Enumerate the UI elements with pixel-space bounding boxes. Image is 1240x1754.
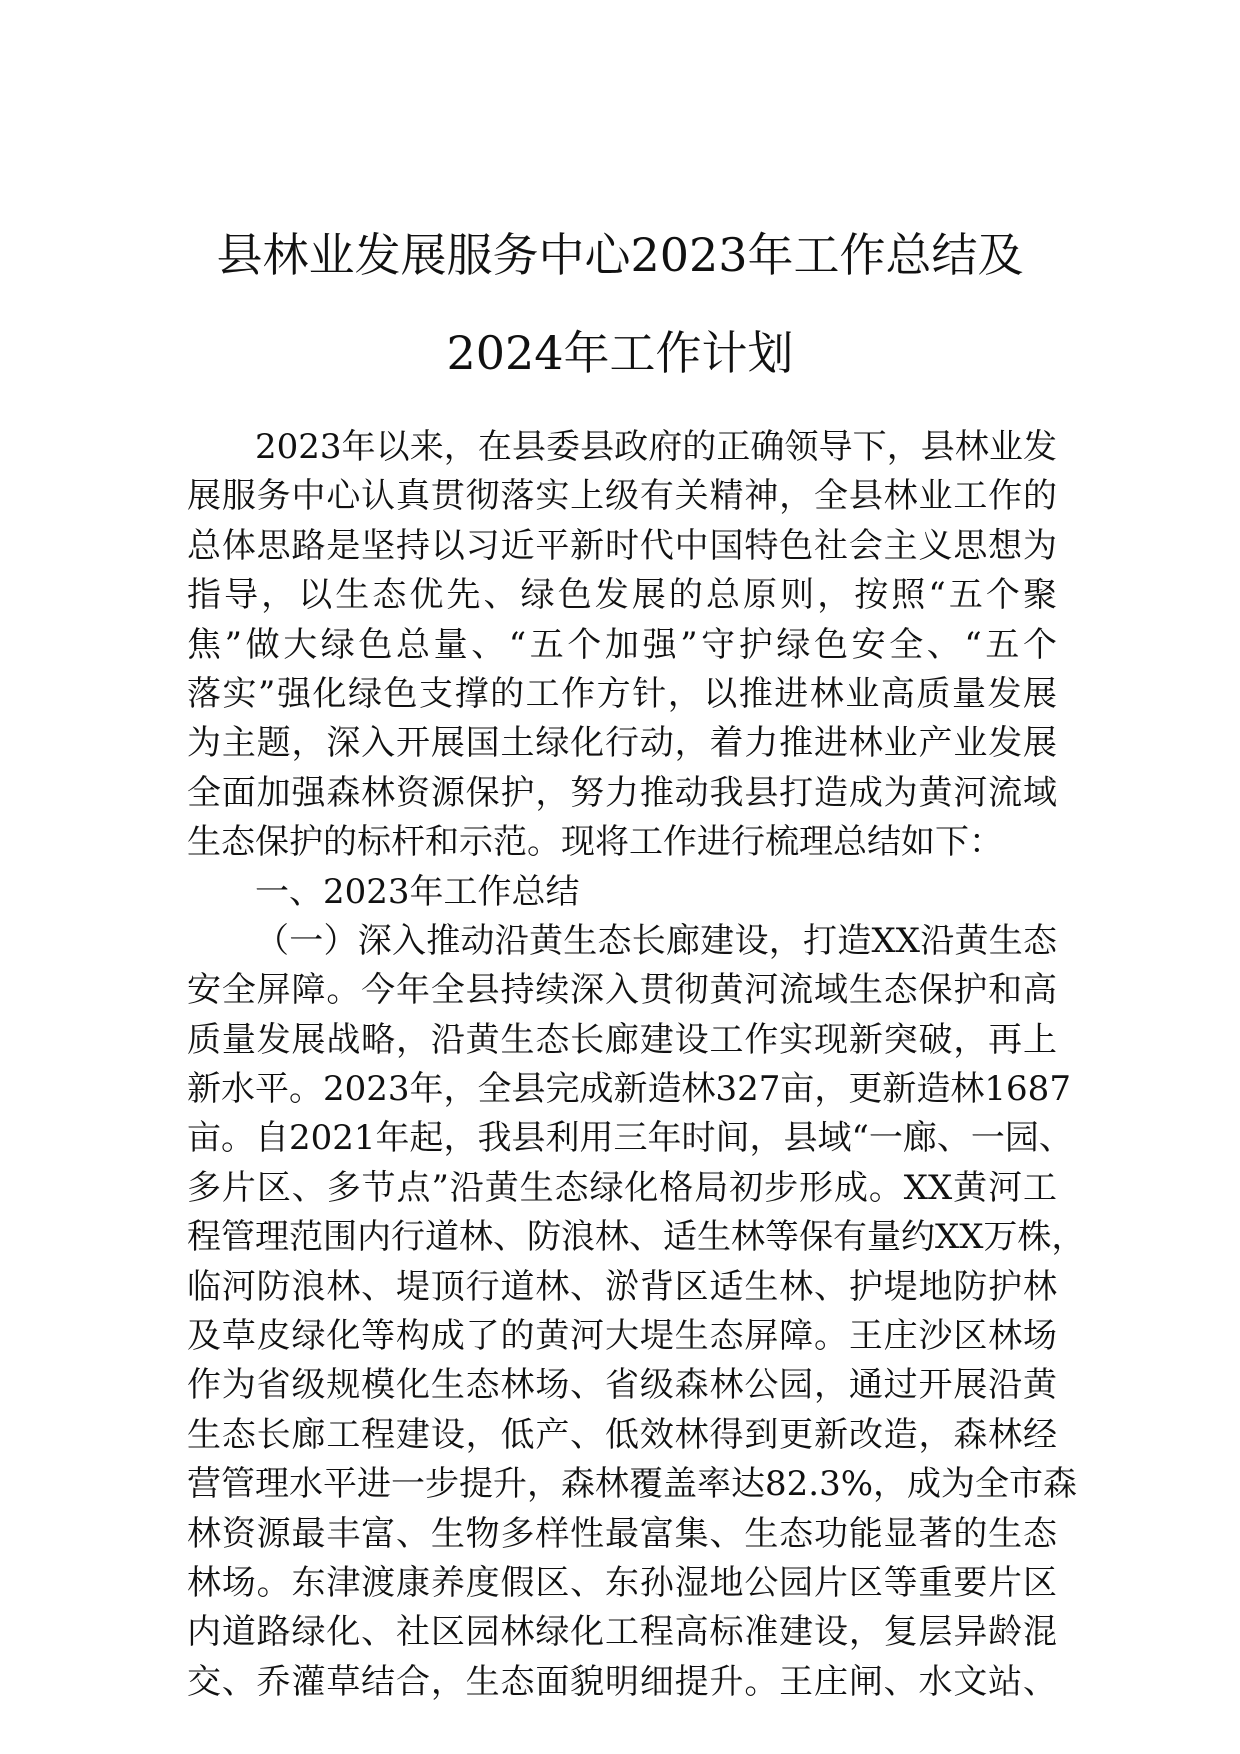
section-line: 营管理水平进一步提升，森林覆盖率达82.3%，成为全市森 bbox=[187, 1464, 1078, 1505]
title-line-2: 2024年工作计划 bbox=[446, 326, 794, 380]
document-body bbox=[187, 423, 1086, 1707]
section-line: 亩。自2021年起，我县利用三年时间，县域“一廊、一园、 bbox=[187, 1118, 1073, 1159]
title-line-1: 县林业发展服务中心2023年工作总结及 bbox=[216, 228, 1024, 282]
intro-line: 全面加强森林资源保护，努力推动我县打造成为黄河流域 bbox=[187, 772, 1057, 813]
section-line: 生态长廊工程建设，低产、低效林得到更新改造，森林经 bbox=[187, 1414, 1057, 1455]
intro-line: 指导，以生态优先、绿色发展的总原则，按照“五个聚 bbox=[187, 575, 1057, 616]
document-title bbox=[150, 206, 1090, 402]
section-line: 林场。东津渡康养度假区、东孙湿地公园片区等重要片区 bbox=[187, 1562, 1057, 1603]
intro-line: 展服务中心认真贯彻落实上级有关精神，全县林业工作的 bbox=[187, 476, 1057, 517]
section-line: （一）深入推动沿黄生态长廊建设，打造XX沿黄生态 bbox=[255, 920, 1057, 961]
intro-line: 为主题，深入开展国土绿化行动，着力推进林业产业发展 bbox=[187, 723, 1057, 764]
intro-line: 落实”强化绿色支撑的工作方针，以推进林业高质量发展 bbox=[187, 673, 1057, 714]
section-line: 林资源最丰富、生物多样性最富集、生态功能显著的生态 bbox=[187, 1513, 1057, 1554]
section-line: 及草皮绿化等构成了的黄河大堤生态屏障。王庄沙区林场 bbox=[187, 1316, 1057, 1357]
section-line: 内道路绿化、社区园林绿化工程高标准建设，复层异龄混 bbox=[187, 1612, 1057, 1653]
section-heading: 一、2023年工作总结 bbox=[255, 871, 580, 912]
intro-line: 2023年以来，在县委县政府的正确领导下，县林业发 bbox=[255, 427, 1057, 467]
section-line: 多片区、多节点”沿黄生态绿化格局初步形成。XX黄河工 bbox=[187, 1167, 1057, 1208]
intro-line: 总体思路是坚持以习近平新时代中国特色社会主义思想为 bbox=[187, 525, 1057, 566]
intro-line: 焦”做大绿色总量、“五个加强”守护绿色安全、“五个 bbox=[187, 624, 1057, 665]
section-line: 作为省级规模化生态林场、省级森林公园，通过开展沿黄 bbox=[187, 1365, 1057, 1406]
section-line: 质量发展战略，沿黄生态长廊建设工作实现新突破，再上 bbox=[187, 1019, 1057, 1060]
intro-line: 生态保护的标杆和示范。现将工作进行梳理总结如下： bbox=[187, 822, 1003, 863]
section-line: 程管理范围内行道林、防浪林、适生林等保有量约XX万株， bbox=[187, 1217, 1086, 1258]
section-line: 临河防浪林、堤顶行道林、淤背区适生林、护堤地防护林 bbox=[187, 1266, 1057, 1307]
section-line: 安全屏障。今年全县持续深入贯彻黄河流域生态保护和高 bbox=[187, 970, 1057, 1011]
section-line: 交、乔灌草结合，生态面貌明细提升。王庄闸、水文站、 bbox=[187, 1661, 1057, 1702]
section-line: 新水平。2023年，全县完成新造林327亩，更新造林1687 bbox=[187, 1069, 1071, 1110]
